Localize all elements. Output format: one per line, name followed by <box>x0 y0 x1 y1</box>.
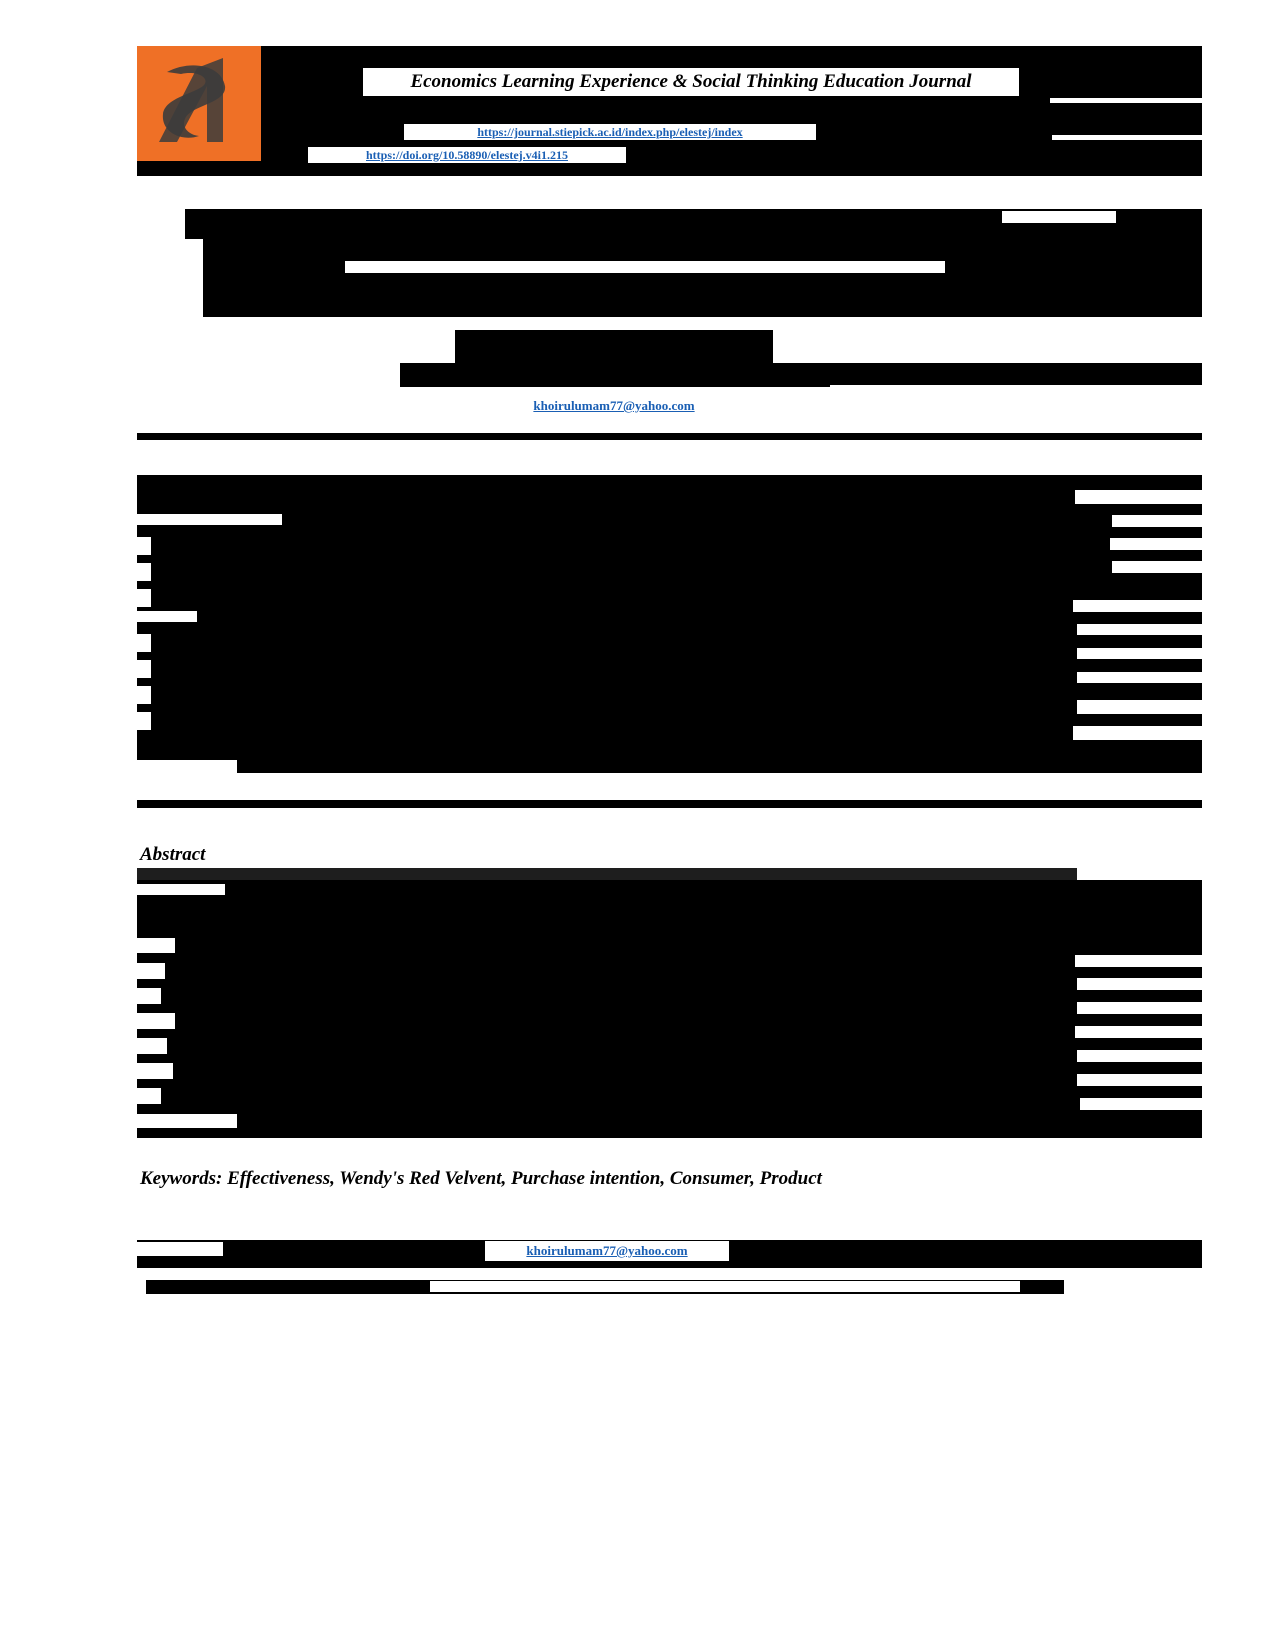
header-white-tick-1 <box>1050 98 1202 103</box>
author-email-link[interactable]: khoirulumam77@yahoo.com <box>484 396 744 415</box>
info-right-gap-6 <box>1077 624 1202 635</box>
abstract-body-redaction-block <box>137 880 1202 1138</box>
info-gap-e <box>137 611 197 622</box>
keywords-line: Keywords: Effectiveness, Wendy's Red Velvent, Purchase intention, Consumer, Product <box>140 1168 822 1189</box>
abstract-right-gap-1 <box>1075 955 1202 967</box>
horizontal-rule-abstract-gap <box>0 0 772 8</box>
info-right-gap-5 <box>1073 600 1202 612</box>
abstract-gap-h <box>137 1088 161 1104</box>
abstract-right-gap-6 <box>1077 1074 1202 1086</box>
abstract-right-gap-7 <box>1080 1098 1202 1110</box>
title-whitespace-1 <box>1002 211 1116 223</box>
title-whitespace-2 <box>345 261 945 273</box>
abstract-gap-i <box>137 1114 237 1128</box>
journal-doi-link[interactable]: https://doi.org/10.58890/elestej.v4i1.215 <box>308 147 626 163</box>
info-right-gap-2 <box>1112 515 1202 527</box>
info-gap-a <box>137 514 282 525</box>
abstract-gap-a <box>137 884 225 895</box>
footer-email-link[interactable]: khoirulumam77@yahoo.com <box>485 1241 729 1261</box>
info-right-gap-4 <box>1112 561 1202 573</box>
info-right-gap-9 <box>1077 700 1202 714</box>
abstract-right-gap-2 <box>1077 978 1202 990</box>
footer-rule-gap <box>430 1281 1020 1292</box>
abstract-right-gap-3 <box>1077 1002 1202 1014</box>
info-gap-g <box>137 660 151 678</box>
abstract-gap-b <box>137 938 175 953</box>
journal-title: Economics Learning Experience & Social Thinking Education Journal <box>363 68 1019 96</box>
abstract-gap-g <box>137 1063 173 1079</box>
info-gap-j <box>137 760 237 773</box>
header-band <box>137 46 1202 176</box>
info-right-gap-1 <box>1075 490 1202 504</box>
article-title-redaction-line-2 <box>203 239 1202 317</box>
info-gap-b <box>137 537 151 555</box>
abstract-heading: Abstract <box>140 844 206 865</box>
header-white-tick-2 <box>1052 135 1202 140</box>
author-affiliation-redaction-right <box>800 363 1202 385</box>
abstract-gap-f <box>137 1038 167 1054</box>
info-right-gap-3 <box>1110 538 1202 550</box>
footer-gap <box>137 1242 223 1256</box>
info-gap-d <box>137 589 151 607</box>
author-affiliation-redaction-left <box>400 363 830 387</box>
info-right-gap-7 <box>1077 648 1202 659</box>
info-right-gap-10 <box>1073 726 1202 740</box>
journal-logo-icon <box>137 46 261 161</box>
abstract-right-gap-4 <box>1075 1026 1202 1038</box>
info-gap-f <box>137 634 151 652</box>
horizontal-rule-top <box>137 433 1202 440</box>
abstract-gap-c <box>137 963 165 979</box>
info-gap-i <box>137 712 151 730</box>
info-gap-c <box>137 563 151 581</box>
abstract-gap-d <box>137 988 161 1004</box>
abstract-right-gap-5 <box>1077 1050 1202 1062</box>
abstract-gap-e <box>137 1013 175 1029</box>
info-right-gap-8 <box>1077 672 1202 683</box>
horizontal-rule-abstract <box>137 800 1202 808</box>
info-gap-h <box>137 686 151 704</box>
journal-url-link[interactable]: https://journal.stiepick.ac.id/index.php/elestej/index <box>404 124 816 140</box>
article-info-redaction-block <box>137 475 1202 773</box>
